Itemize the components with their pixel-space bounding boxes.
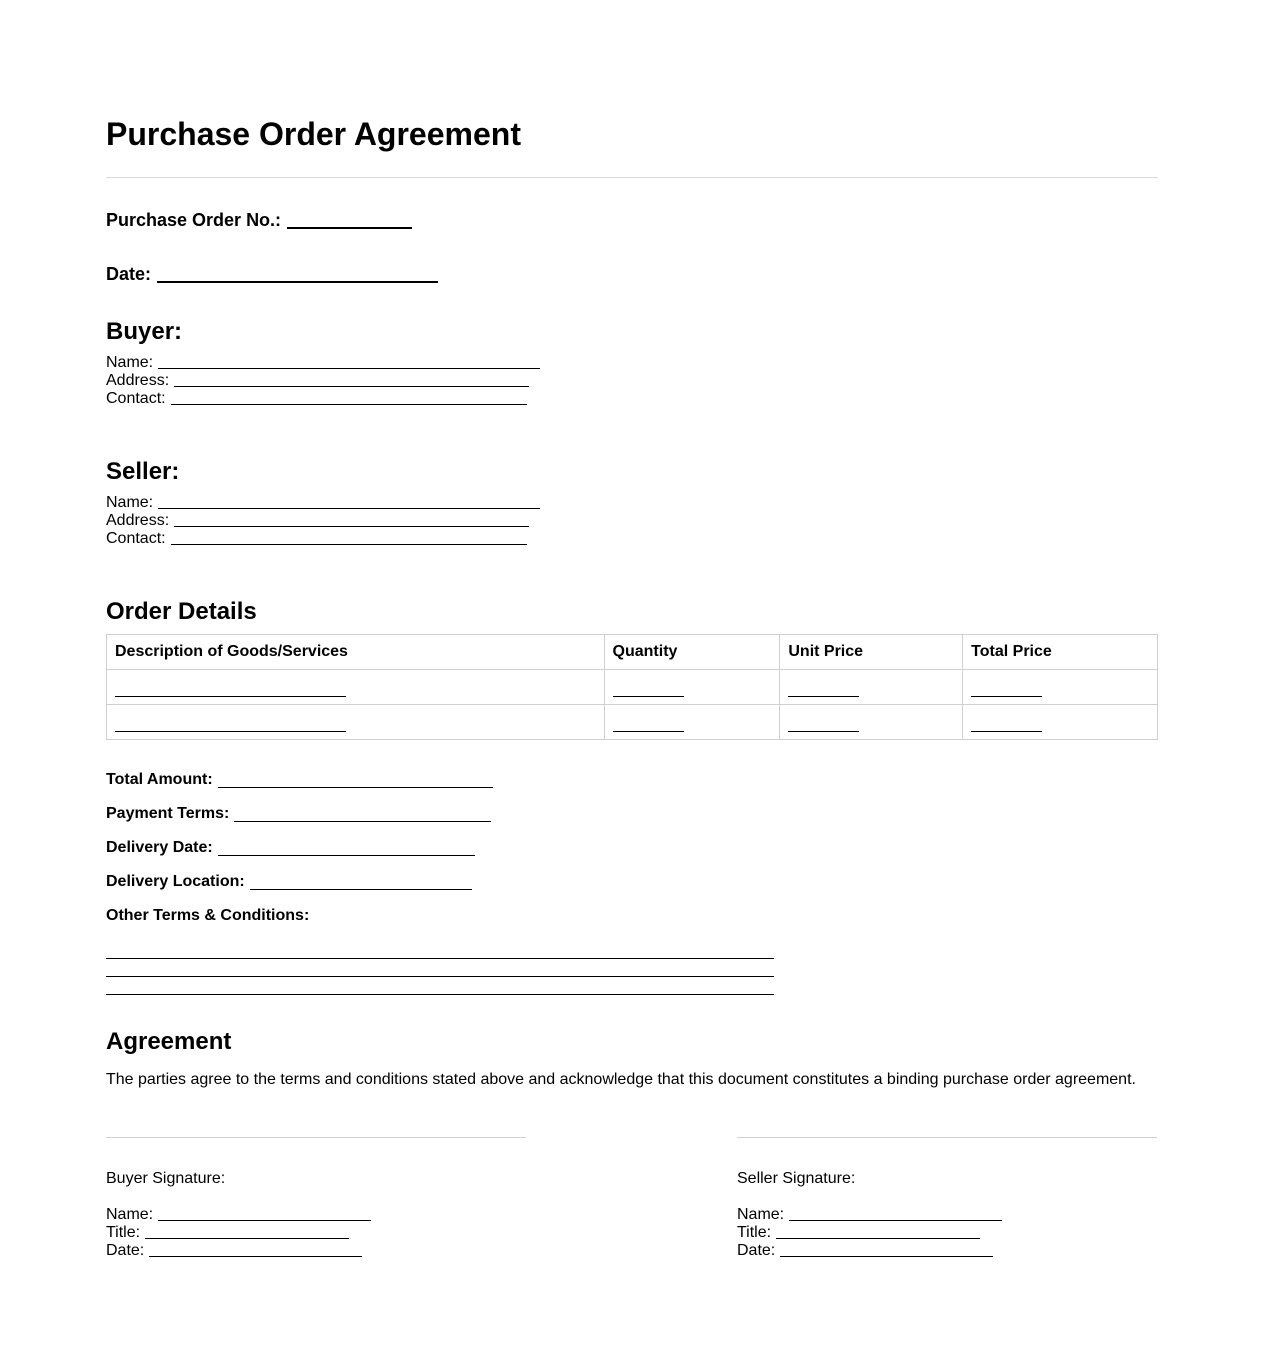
seller-contact-field [106,530,540,548]
buyer-heading: Buyer: [106,318,183,345]
agreement-text: The parties agree to the terms and conditions stated above and acknowledge that this document constitutes a binding purchase order agreement. [106,1071,1136,1088]
date-field [106,263,438,285]
buyer-contact-blank[interactable] [171,403,527,405]
payment-terms-field [106,804,491,824]
seller-sig-title-label: Title: [737,1224,772,1241]
quantity-cell[interactable] [604,670,780,705]
unit-price-cell[interactable] [780,670,963,705]
buyer-sig-date-field [106,1242,371,1260]
other-terms-line-2[interactable] [106,976,774,977]
delivery-date-blank[interactable] [218,854,475,856]
other-terms-field [106,906,309,926]
buyer-signature-fields [106,1206,371,1260]
total-price-blank[interactable] [971,730,1042,732]
seller-sig-name-field [737,1206,1002,1224]
column-header-total-price: Total Price [963,635,1158,670]
order-details-heading: Order Details [106,598,257,625]
seller-sig-date-label: Date: [737,1242,776,1259]
buyer-name-blank[interactable] [158,367,540,369]
seller-sig-name-blank[interactable] [789,1219,1002,1221]
po-number-label: Purchase Order No.: [106,210,282,230]
total-price-cell[interactable] [963,705,1158,740]
delivery-location-blank[interactable] [250,888,472,890]
quantity-blank[interactable] [613,695,684,697]
seller-sig-title-field [737,1224,1002,1242]
unit-price-cell[interactable] [780,705,963,740]
buyer-signature-label: Buyer Signature: [106,1170,226,1187]
seller-name-blank[interactable] [158,507,540,509]
column-header-unit-price: Unit Price [780,635,963,670]
delivery-location-label: Delivery Location: [106,873,245,890]
description-blank[interactable] [115,695,346,697]
seller-address-blank[interactable] [174,525,529,527]
seller-sig-date-blank[interactable] [780,1255,993,1257]
po-number-field [106,209,412,231]
unit-price-blank[interactable] [788,730,859,732]
buyer-address-field [106,372,540,390]
buyer-sig-title-blank[interactable] [145,1237,349,1239]
total-amount-blank[interactable] [218,786,493,788]
buyer-name-label: Name: [106,354,154,371]
other-terms-label: Other Terms & Conditions: [106,907,310,924]
description-cell[interactable] [107,670,605,705]
buyer-sig-title-field [106,1224,371,1242]
other-terms-line-3[interactable] [106,994,774,995]
seller-contact-blank[interactable] [171,543,527,545]
table-row [107,705,1158,740]
quantity-blank[interactable] [613,730,684,732]
seller-signature-label: Seller Signature: [737,1170,856,1187]
po-number-blank[interactable] [287,226,412,229]
table-row [107,670,1158,705]
seller-name-field [106,494,540,512]
column-header-description: Description of Goods/Services [107,635,605,670]
seller-signature-fields [737,1206,1002,1260]
payment-terms-blank[interactable] [234,820,491,822]
buyer-sig-name-blank[interactable] [158,1219,371,1221]
total-amount-label: Total Amount: [106,771,213,788]
buyer-sig-name-label: Name: [106,1206,154,1223]
seller-heading: Seller: [106,458,180,485]
seller-address-label: Address: [106,512,170,529]
buyer-sig-date-blank[interactable] [149,1255,362,1257]
buyer-address-blank[interactable] [174,385,529,387]
order-details-table [106,634,1158,740]
table-header-row [107,635,1158,670]
buyer-sig-name-field [106,1206,371,1224]
date-blank[interactable] [157,280,438,283]
total-price-cell[interactable] [963,670,1158,705]
buyer-signature-block [106,1137,526,1259]
description-blank[interactable] [115,730,346,732]
buyer-sig-title-label: Title: [106,1224,141,1241]
seller-contact-label: Contact: [106,530,166,547]
title-divider [106,177,1158,178]
agreement-heading: Agreement [106,1028,232,1055]
buyer-name-field [106,354,540,372]
seller-signature-block [737,1137,1157,1259]
buyer-fields [106,354,540,408]
seller-sig-name-label: Name: [737,1206,785,1223]
buyer-sig-date-label: Date: [106,1242,145,1259]
column-header-quantity: Quantity [604,635,780,670]
seller-sig-title-blank[interactable] [776,1237,980,1239]
unit-price-blank[interactable] [788,695,859,697]
date-label: Date: [106,264,152,284]
seller-sig-date-field [737,1242,1002,1260]
page-title: Purchase Order Agreement [106,116,521,152]
seller-name-label: Name: [106,494,154,511]
seller-address-field [106,512,540,530]
total-amount-field [106,770,493,790]
delivery-location-field [106,872,472,892]
description-cell[interactable] [107,705,605,740]
buyer-signature-line[interactable] [106,1137,526,1138]
seller-signature-line[interactable] [737,1137,1157,1138]
buyer-contact-label: Contact: [106,390,166,407]
buyer-address-label: Address: [106,372,170,389]
quantity-cell[interactable] [604,705,780,740]
delivery-date-field [106,838,475,858]
total-price-blank[interactable] [971,695,1042,697]
buyer-contact-field [106,390,540,408]
payment-terms-label: Payment Terms: [106,805,230,822]
other-terms-line-1[interactable] [106,958,774,959]
seller-fields [106,494,540,548]
delivery-date-label: Delivery Date: [106,839,213,856]
